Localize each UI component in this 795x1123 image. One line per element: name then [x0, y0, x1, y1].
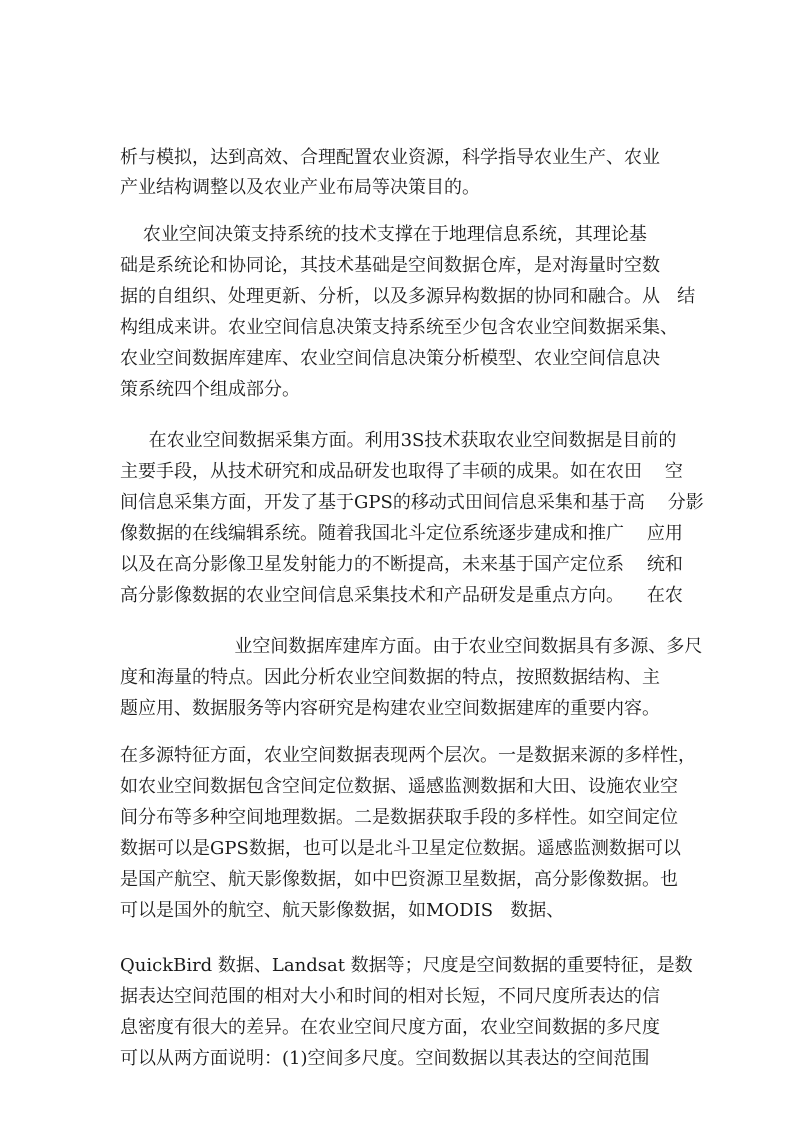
text-line: 在农业空间数据采集方面。利用3S技术获取农业空间数据是目前的	[120, 430, 677, 451]
text-line: 可以从两方面说明：(1)空间多尺度。空间数据以其表达的空间范围	[120, 1048, 650, 1069]
text-line: 策系统四个组成部分。	[120, 379, 300, 400]
text-line: 农业空间决策支持系统的技术支撑在于地理信息系统，其理论基	[120, 224, 647, 245]
text-line: 以及在高分影像卫星发射能力的不断提高，未来基于国产定位系 统和	[120, 554, 683, 575]
text-line: 主要手段，从技术研究和成品研发也取得了丰硕的成果。如在农田 空	[120, 461, 683, 482]
text-line: 业空间数据库建库方面。由于农业空间数据具有多源、多尺	[120, 636, 703, 657]
text-line: 数据可以是GPS数据，也可以是北斗卫星定位数据。遥感监测数据可以	[120, 838, 681, 859]
text-line: 像数据的在线编辑系统。随着我国北斗定位系统逐步建成和推广 应用	[120, 523, 683, 544]
text-line: 析与模拟，达到高效、合理配置农业资源，科学指导农业生产、农业	[120, 147, 660, 168]
text-line: 如农业空间数据包含空间定位数据、遥感监测数据和大田、设施农业空	[120, 776, 678, 797]
text-line: 息密度有很大的差异。在农业空间尺度方面，农业空间数据的多尺度	[120, 1017, 660, 1038]
text-line: 度和海量的特点。因此分析农业空间数据的特点，按照数据结构、主	[120, 667, 660, 688]
text-line: 是国产航空、航天影像数据，如中巴资源卫星数据，高分影像数据。也	[120, 869, 678, 890]
text-line: 在多源特征方面，农业空间数据表现两个层次。一是数据来源的多样性，	[120, 745, 696, 766]
text-line: 高分影像数据的农业空间信息采集技术和产品研发是重点方向。 在农	[120, 585, 683, 606]
text-line: 题应用、数据服务等内容研究是构建农业空间数据建库的重要内容。	[120, 698, 660, 719]
text-line: 构组成来讲。农业空间信息决策支持系统至少包含农业空间数据采集、	[120, 317, 678, 338]
text-line: 间分布等多种空间地理数据。二是数据获取手段的多样性。如空间定位	[120, 807, 678, 828]
text-line: 据表达空间范围的相对大小和时间的相对长短，不同尺度所表达的信	[120, 986, 660, 1007]
text-line: 础是系统论和协同论，其技术基础是空间数据仓库，是对海量时空数	[120, 255, 660, 276]
text-line: 农业空间数据库建库、农业空间信息决策分析模型、农业空间信息决	[120, 348, 660, 369]
text-line: 可以是国外的航空、航天影像数据，如MODIS 数据、	[120, 900, 565, 921]
text-line: 间信息采集方面，开发了基于GPS的移动式田间信息采集和基于高 分影	[120, 492, 704, 513]
text-line: 产业结构调整以及农业产业布局等决策目的。	[120, 177, 480, 198]
text-line: QuickBird 数据、Landsat 数据等；尺度是空间数据的重要特征，是数	[120, 955, 693, 976]
text-line: 据的自组织、处理更新、分析，以及多源异构数据的协同和融合。从 结	[120, 286, 696, 307]
